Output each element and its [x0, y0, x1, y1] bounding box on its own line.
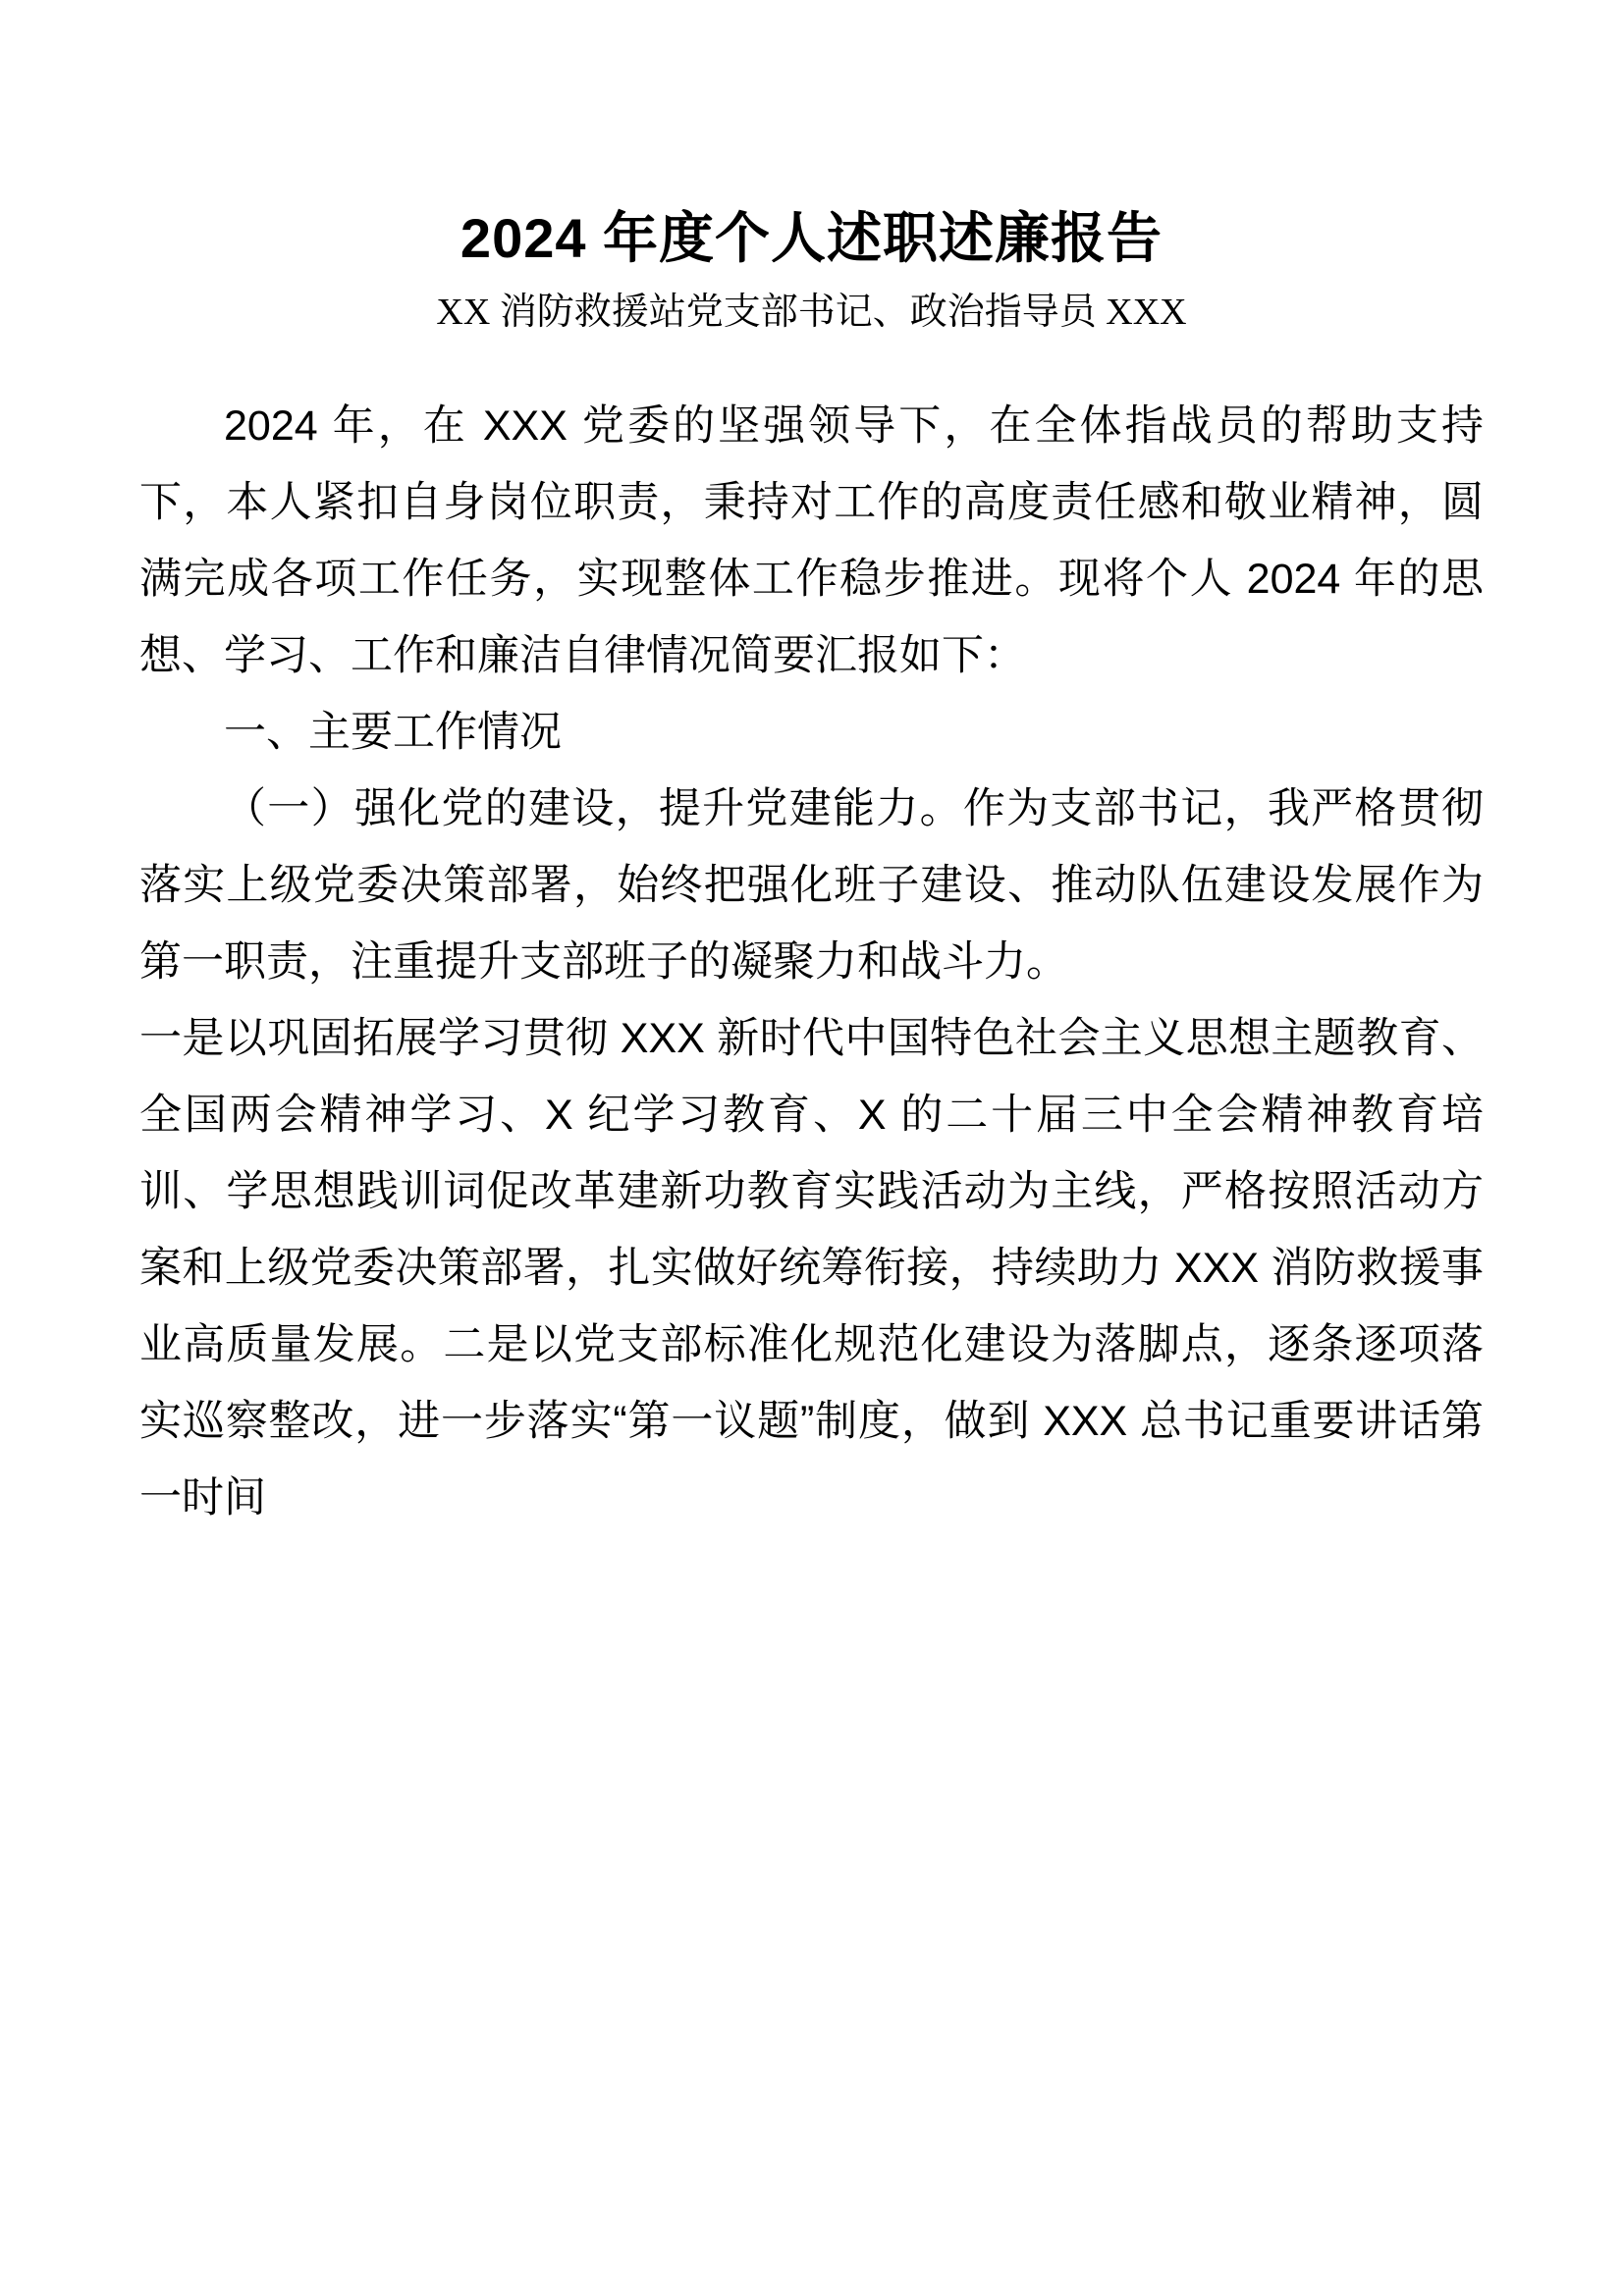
paragraph-intro: 2024 年，在 XXX 党委的坚强领导下，在全体指战员的帮助支持下，本人紧扣自身岗位职责，秉持对工作的高度责任感和敬业精神，圆满完成各项工作任务，实现整体工作稳步推进。现将个人 2024 年的思想、学习、工作和廉洁自律情况简要汇报如下：	[139, 402, 1484, 680]
page-subtitle: XX 消防救援站党支部书记、政治指导员 XXX	[436, 292, 1187, 333]
paragraph-detail: 一是以巩固拓展学习贯彻 XXX 新时代中国特色社会主义思想主题教育、全国两会精神学习、X 纪学习教育、X 的二十届三中全会精神教育培训、学思想践训词促改革建新功教育实践活动为主线，严格按照活动方案和上级党委决策部署，扎实做好统筹衔接，持续助力 XXX 消防救援事业高质量发展。二是以党支部标准化规范化建设为落脚点，逐条逐项落实巡察整改，进一步落实“第一议题”制度，做到 XXX 总书记重要讲话第一时间	[139, 1015, 1484, 1522]
paragraph-section-heading: 一、主要工作情况	[224, 709, 562, 757]
document-body	[139, 388, 1484, 1536]
paragraph-subsection: （一）强化党的建设，提升党建能力。作为支部书记，我严格贯彻落实上级党委决策部署，始终把强化班子建设、推动队伍建设发展作为第一职责，注重提升支部班子的凝聚力和战斗力。	[139, 785, 1484, 987]
page-title: 2024 年度个人述职述廉报告	[460, 207, 1163, 269]
